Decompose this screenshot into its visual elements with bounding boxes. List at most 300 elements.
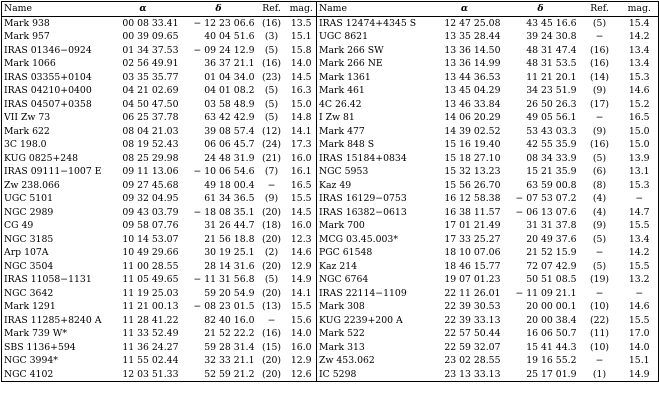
left-dec-cell: 61 34 36.5 <box>204 193 255 204</box>
right-ra-cell: 15 16 19.40 <box>444 139 501 150</box>
left-mag-cell: 15.6 <box>290 314 312 326</box>
right-ra-cell: 14 06 20.29 <box>444 112 501 123</box>
left-ref-cell: (21) <box>261 152 282 164</box>
right-name-cell: Mark 522 <box>317 327 427 341</box>
left-dec-cell: 31 26 44.7 <box>204 220 255 231</box>
left-dec-cell: 03 58 48.9 <box>204 98 255 110</box>
right-ra-cell: 13 45 04.29 <box>444 85 501 96</box>
left-ra-cell: 04 50 47.50 <box>122 98 179 110</box>
left-ra-cell: 09 27 45.68 <box>122 179 179 191</box>
left-name-cell: Mark 1291 <box>2 300 106 314</box>
left-ra-cell: 10 14 53.07 <box>122 233 179 245</box>
left-name-cell: IRAS 03355+0104 <box>2 71 106 85</box>
right-mag-cell: 13.2 <box>621 273 659 287</box>
right-mag-cell: 15.0 <box>621 125 659 139</box>
left-name-cell: NGC 3642 <box>2 287 106 301</box>
table-row <box>2 84 659 98</box>
table-row <box>2 246 659 260</box>
left-ra-cell: 04 21 02.69 <box>122 85 179 96</box>
table-row <box>2 233 659 247</box>
table-body <box>2 16 659 382</box>
right-mag-cell: 16.5 <box>621 111 659 125</box>
right-dec-cell: 16 06 50.7 <box>526 328 577 339</box>
right-ra-cell: 22 57 50.44 <box>444 328 501 339</box>
left-name-cell: IRAS 11285+8240 A <box>2 314 106 328</box>
right-ra-cell: 13 35 28.44 <box>444 31 501 42</box>
right-ra-cell: 15 18 27.10 <box>444 152 501 164</box>
right-mag-cell: 13.4 <box>621 233 659 247</box>
right-ref-cell: (5) <box>592 260 607 272</box>
right-dec-cell: 42 55 35.9 <box>526 139 577 150</box>
right-ra-cell: 22 39 33.13 <box>444 314 501 326</box>
table-row <box>2 165 659 179</box>
left-mag-cell: 15.5 <box>290 301 312 312</box>
header-mag-right: mag. <box>621 2 659 17</box>
left-dec-cell: 52 59 21.2 <box>181 368 257 382</box>
right-name-cell: UGC 8621 <box>317 30 427 44</box>
right-ra-cell: 23 13 33.13 <box>427 368 503 382</box>
right-name-cell: Mark 700 <box>317 219 427 233</box>
left-name-cell: Mark 957 <box>2 30 106 44</box>
right-ref-cell: − <box>595 247 604 258</box>
right-dec-cell: 21 52 15.9 <box>526 247 577 258</box>
left-ref-cell: (24) <box>261 139 282 150</box>
right-dec-cell: 19 16 55.2 <box>526 355 577 366</box>
table-row <box>2 287 659 301</box>
right-ref-cell: (4) <box>592 206 607 218</box>
right-ra-cell: 14 39 02.52 <box>444 125 501 137</box>
right-dec-cell: 63 59 00.8 <box>526 179 577 191</box>
right-name-cell: Mark 266 SW <box>317 44 427 58</box>
right-ref-cell: (5) <box>592 17 607 29</box>
left-mag-cell: 12.9 <box>290 355 312 366</box>
right-ra-cell: 16 12 58.38 <box>444 193 501 204</box>
left-ra-cell: 11 05 49.65 <box>122 274 179 285</box>
table-row <box>2 57 659 71</box>
right-ref-cell: (16) <box>589 44 610 56</box>
left-dec-cell: 36 37 21.1 <box>204 58 255 69</box>
left-ref-cell: (5) <box>264 112 279 123</box>
table-row <box>2 111 659 125</box>
left-ra-cell: 11 21 00.13 <box>122 301 179 312</box>
right-ref-cell: (16) <box>589 58 610 69</box>
right-mag-cell: 13.4 <box>621 44 659 58</box>
right-name-cell: IRAS 22114−1109 <box>317 287 427 301</box>
left-dec-cell: 21 52 22.2 <box>204 328 255 339</box>
right-name-cell: PGC 61548 <box>317 246 427 260</box>
header-ra-left: α <box>106 2 181 17</box>
left-ra-cell: 11 19 25.03 <box>122 287 179 299</box>
right-name-cell: IRAS 16129−0753 <box>317 192 427 206</box>
left-name-cell: Mark 1066 <box>2 57 106 71</box>
left-mag-cell: 14.1 <box>290 287 312 299</box>
header-mag-left: mag. <box>287 2 317 17</box>
table-row <box>2 152 659 166</box>
right-ra-cell: 23 02 28.55 <box>444 355 501 366</box>
left-ra-cell: 08 04 21.03 <box>122 125 179 137</box>
left-dec-cell: 59 20 54.9 <box>204 287 255 299</box>
right-mag-cell: 15.5 <box>621 219 659 233</box>
left-ra-cell: 02 56 49.91 <box>122 58 179 69</box>
right-mag-cell: 15.5 <box>621 314 659 328</box>
right-dec-cell: 72 07 42.9 <box>526 260 577 272</box>
header-ref-right: Ref. <box>579 2 621 17</box>
right-ra-cell: 16 38 11.57 <box>444 206 501 218</box>
right-mag-cell: 17.0 <box>621 327 659 341</box>
left-ra-cell: 09 58 07.76 <box>122 220 179 231</box>
left-name-cell: Zw 238.066 <box>2 179 106 193</box>
left-ref-cell: − <box>267 179 276 191</box>
left-name-cell: NGC 4102 <box>2 368 106 382</box>
right-ref-cell: (8) <box>592 179 607 191</box>
right-ref-cell: − <box>595 31 604 42</box>
left-name-cell: UGC 5101 <box>2 192 106 206</box>
right-name-cell: Mark 477 <box>317 125 427 139</box>
right-dec-cell: 20 00 38.4 <box>526 314 577 326</box>
right-dec-cell: 20 49 37.6 <box>526 233 577 245</box>
table-row <box>2 16 659 30</box>
right-mag-cell: 15.0 <box>621 138 659 152</box>
right-dec-cell: 34 23 51.9 <box>526 85 577 96</box>
right-dec-cell: − 07 53 07.2 <box>515 193 577 204</box>
right-name-cell: I Zw 81 <box>317 111 427 125</box>
table-row <box>2 138 659 152</box>
right-ra-cell: 13 46 33.84 <box>444 98 501 110</box>
right-name-cell: MCG 03.45.003* <box>317 233 427 247</box>
left-mag-cell: 16.0 <box>290 220 312 231</box>
left-ra-cell: 08 19 52.43 <box>122 139 179 150</box>
right-dec-cell: 50 51 08.5 <box>526 274 577 285</box>
header-ref-left: Ref. <box>257 2 287 17</box>
left-dec-cell: 04 01 08.2 <box>204 85 255 96</box>
left-dec-cell: 24 48 31.9 <box>204 152 255 164</box>
right-mag-cell: 13.1 <box>621 165 659 179</box>
right-ref-cell: (14) <box>589 71 610 83</box>
left-dec-cell: 01 04 34.0 <box>204 71 255 83</box>
right-dec-cell: 08 34 33.9 <box>526 152 577 164</box>
left-name-cell: NGC 2989 <box>2 206 106 220</box>
left-ref-cell: (7) <box>264 166 279 177</box>
left-name-cell: IRAS 11058−1131 <box>2 273 106 287</box>
left-dec-cell: 39 08 57.4 <box>204 125 255 137</box>
right-dec-cell: 20 00 00.1 <box>526 301 577 312</box>
left-dec-cell: 59 28 31.4 <box>204 341 255 353</box>
table-row <box>2 98 659 112</box>
table-row <box>2 125 659 139</box>
left-ra-cell: 09 32 04.95 <box>122 193 179 204</box>
right-name-cell: IRAS 16382−0613 <box>317 206 427 220</box>
left-dec-cell: − 08 23 01.5 <box>193 301 255 312</box>
left-ra-cell: 11 55 02.44 <box>122 355 179 366</box>
left-name-cell: IRAS 09111−1007 E <box>2 165 106 179</box>
right-dec-cell: 11 21 20.1 <box>526 71 577 83</box>
right-name-cell: Mark 848 S <box>317 138 427 152</box>
right-ref-cell: (9) <box>592 85 607 96</box>
left-dec-cell: 40 04 51.6 <box>204 31 255 42</box>
left-ra-cell: 09 11 13.06 <box>122 166 179 177</box>
left-name-cell: KUG 0825+248 <box>2 152 106 166</box>
right-mag-cell: 14.2 <box>621 30 659 44</box>
left-dec-cell: 06 06 45.7 <box>204 139 255 150</box>
right-ra-cell: 18 10 07.06 <box>444 247 501 258</box>
right-ref-cell: (1) <box>579 368 621 382</box>
left-ref-cell: (9) <box>264 193 279 204</box>
right-mag-cell: 13.9 <box>621 152 659 166</box>
left-mag-cell: 16.5 <box>290 179 312 191</box>
right-ra-cell: 13 44 36.53 <box>444 71 501 83</box>
left-mag-cell: 14.1 <box>290 125 312 137</box>
right-ra-cell: 18 46 15.77 <box>444 260 501 272</box>
left-mag-cell: 16.1 <box>290 166 312 177</box>
right-name-cell: NGC 5953 <box>317 165 427 179</box>
left-ref-cell: (15) <box>261 341 282 353</box>
right-dec-cell: 39 24 30.8 <box>526 31 577 42</box>
right-mag-cell: 15.4 <box>621 16 659 30</box>
right-mag-cell: 15.3 <box>621 179 659 193</box>
left-ra-cell: 08 25 29.98 <box>122 152 179 164</box>
right-dec-cell: 48 31 53.5 <box>526 58 577 69</box>
left-mag-cell: 12.3 <box>290 233 312 245</box>
left-ref-cell: (20) <box>261 206 282 218</box>
right-name-cell: Mark 266 NE <box>317 57 427 71</box>
table-row <box>2 314 659 328</box>
table-row <box>2 179 659 193</box>
right-ra-cell: 15 32 13.23 <box>444 166 501 177</box>
left-ra-cell: 11 33 52.49 <box>122 328 179 339</box>
left-mag-cell: 14.8 <box>290 112 312 123</box>
left-ra-cell: 03 35 35.77 <box>122 71 179 83</box>
right-name-cell: Kaz 49 <box>317 179 427 193</box>
right-dec-cell: 15 21 35.9 <box>526 166 577 177</box>
right-ra-cell: 13 36 14.50 <box>444 44 501 56</box>
right-ref-cell: (9) <box>592 220 607 231</box>
left-name-cell: 3C 198.0 <box>2 138 106 152</box>
left-mag-cell: 14.0 <box>290 328 312 339</box>
left-ra-cell: 00 08 33.41 <box>122 17 179 29</box>
right-name-cell: Mark 461 <box>317 84 427 98</box>
header-ra-right: α <box>427 2 503 17</box>
left-ref-cell: (16) <box>261 17 282 29</box>
right-mag-cell: 15.5 <box>621 260 659 274</box>
table-row <box>2 192 659 206</box>
left-ref-cell: (20) <box>261 260 282 272</box>
left-ref-cell: (16) <box>261 328 282 339</box>
left-dec-cell: 21 56 18.8 <box>204 233 255 245</box>
right-dec-cell: 43 45 16.6 <box>526 17 577 29</box>
left-ref-cell: (5) <box>264 274 279 285</box>
left-name-cell: Mark 938 <box>2 16 106 30</box>
right-dec-cell: 49 05 56.1 <box>526 112 577 123</box>
left-mag-cell: 14.0 <box>290 58 312 69</box>
table-row <box>2 219 659 233</box>
right-ra-cell: 12 47 25.08 <box>444 17 501 29</box>
right-mag-cell: 15.1 <box>621 354 659 368</box>
left-ref-cell: (5) <box>264 44 279 56</box>
catalog-table-page <box>1 1 658 382</box>
right-mag-cell: 14.9 <box>621 368 659 382</box>
galaxy-coordinates-table <box>1 1 659 382</box>
right-mag-cell: 14.2 <box>621 246 659 260</box>
left-mag-cell: 15.1 <box>290 31 312 42</box>
left-name-cell: NGC 3504 <box>2 260 106 274</box>
right-dec-cell: 15 41 44.3 <box>526 341 577 353</box>
left-mag-cell: 14.9 <box>290 274 312 285</box>
left-ra-cell: 06 25 37.78 <box>122 112 179 123</box>
table-row <box>2 44 659 58</box>
table-row <box>2 300 659 314</box>
right-ref-cell: (16) <box>589 139 610 150</box>
left-name-cell: IRAS 01346−0924 <box>2 44 106 58</box>
right-ra-cell: 22 59 32.07 <box>444 341 501 353</box>
right-ref-cell: (10) <box>589 301 610 312</box>
left-mag-cell: 16.0 <box>290 341 312 353</box>
right-mag-cell: 14.0 <box>621 341 659 355</box>
right-ref-cell: (4) <box>592 193 607 204</box>
right-ref-cell: (19) <box>589 274 610 285</box>
left-mag-cell: 16.0 <box>290 152 312 164</box>
table-row <box>2 327 659 341</box>
left-dec-cell: 28 14 31.6 <box>204 260 255 272</box>
table-row <box>2 368 659 382</box>
right-dec-cell: − 11 09 21.1 <box>515 287 577 299</box>
right-name-cell: KUG 2239+200 A <box>317 314 427 328</box>
right-ref-cell: (5) <box>592 233 607 245</box>
right-name-cell: 4C 26.42 <box>317 98 427 112</box>
left-dec-cell: 49 18 00.4 <box>204 179 255 191</box>
left-ref-cell: (16) <box>261 58 282 69</box>
left-dec-cell: − 11 31 56.8 <box>193 274 255 285</box>
right-ref-cell: (11) <box>589 328 610 339</box>
left-name-cell: NGC 3185 <box>2 233 106 247</box>
left-mag-cell: 16.3 <box>290 85 312 96</box>
right-dec-cell: − 06 13 07.6 <box>515 206 577 218</box>
left-ref-cell: (13) <box>261 301 282 312</box>
left-mag-cell: 13.5 <box>290 17 312 29</box>
left-dec-cell: 32 33 21.1 <box>204 355 255 366</box>
left-ref-cell: (3) <box>264 31 279 42</box>
table-row <box>2 260 659 274</box>
left-mag-cell: 14.6 <box>290 247 312 258</box>
right-ra-cell: 17 33 25.27 <box>444 233 501 245</box>
right-name-cell: Mark 308 <box>317 300 427 314</box>
left-ref-cell: (18) <box>261 220 282 231</box>
right-name-cell: Mark 313 <box>317 341 427 355</box>
right-dec-cell: 31 31 37.8 <box>526 220 577 231</box>
right-dec-cell: 48 31 47.4 <box>526 44 577 56</box>
left-ra-cell: 11 28 41.22 <box>122 314 179 326</box>
left-name-cell: SBS 1136+594 <box>2 341 106 355</box>
right-ref-cell: (17) <box>589 98 610 110</box>
table-row <box>2 30 659 44</box>
right-name-cell: Mark 1361 <box>317 71 427 85</box>
left-ref-cell: − <box>267 314 276 326</box>
left-mag-cell: 14.5 <box>290 71 312 83</box>
left-ra-cell: 12 03 51.33 <box>106 368 181 382</box>
right-ra-cell: 22 11 26.01 <box>444 287 501 299</box>
left-ref-cell: (23) <box>261 71 282 83</box>
right-name-cell: IRAS 12474+4345 S <box>317 16 427 30</box>
left-mag-cell: 12.6 <box>287 368 317 382</box>
right-name-cell: IC 5298 <box>317 368 427 382</box>
left-dec-cell: − 10 06 54.6 <box>193 166 255 177</box>
left-mag-cell: 12.9 <box>290 260 312 272</box>
left-ra-cell: 01 34 37.53 <box>122 44 179 56</box>
left-ra-cell: 11 00 28.55 <box>122 260 179 272</box>
right-ref-cell: (6) <box>592 166 607 177</box>
right-ref-cell: − <box>595 112 604 123</box>
header-name-right: Name <box>317 2 427 17</box>
right-dec-cell: 25 17 01.9 <box>503 368 579 382</box>
left-ref-cell: (12) <box>261 125 282 137</box>
left-name-cell: Mark 622 <box>2 125 106 139</box>
right-name-cell: NGC 6764 <box>317 273 427 287</box>
left-name-cell: VII Zw 73 <box>2 111 106 125</box>
left-mag-cell: 15.0 <box>290 98 312 110</box>
right-mag-cell: 15.2 <box>621 98 659 112</box>
left-dec-cell: 82 40 16.0 <box>204 314 255 326</box>
left-ref-cell: (5) <box>264 98 279 110</box>
right-mag-cell: 13.4 <box>621 57 659 71</box>
header-name-left: Name <box>2 2 106 17</box>
left-name-cell: Mark 739 W* <box>2 327 106 341</box>
left-ra-cell: 11 36 24.27 <box>122 341 179 353</box>
left-dec-cell: 30 19 25.1 <box>204 247 255 258</box>
left-ref-cell: (5) <box>264 85 279 96</box>
left-ra-cell: 00 39 09.65 <box>122 31 179 42</box>
left-name-cell: Arp 107A <box>2 246 106 260</box>
left-name-cell: IRAS 04507+0358 <box>2 98 106 112</box>
table-row <box>2 71 659 85</box>
right-ref-cell: (9) <box>592 125 607 137</box>
left-ref-cell: (2) <box>264 247 279 258</box>
right-name-cell: Kaz 214 <box>317 260 427 274</box>
right-name-cell: Zw 453.062 <box>317 354 427 368</box>
right-ra-cell: 19 07 01.23 <box>444 274 501 285</box>
left-name-cell: IRAS 04210+0400 <box>2 84 106 98</box>
right-ra-cell: 15 56 26.70 <box>444 179 501 191</box>
right-mag-cell: 14.7 <box>621 206 659 220</box>
header-dec-right: δ <box>503 2 579 17</box>
right-ref-cell: (10) <box>589 341 610 353</box>
right-mag-cell: 14.6 <box>621 84 659 98</box>
left-dec-cell: − 09 24 12.9 <box>193 44 255 56</box>
right-mag-cell: 14.6 <box>621 300 659 314</box>
right-ra-cell: 13 36 14.99 <box>444 58 501 69</box>
table-row <box>2 354 659 368</box>
right-ra-cell: 17 01 21.49 <box>444 220 501 231</box>
right-ref-cell: − <box>595 355 604 366</box>
left-name-cell: NGC 3994* <box>2 354 106 368</box>
left-ref-cell: (20) <box>261 355 282 366</box>
table-row <box>2 206 659 220</box>
left-dec-cell: − 18 08 35.1 <box>193 206 255 218</box>
right-dec-cell: 53 43 03.3 <box>526 125 577 137</box>
left-dec-cell: − 12 23 06.6 <box>193 17 255 29</box>
table-row <box>2 341 659 355</box>
left-ra-cell: 09 43 03.79 <box>122 206 179 218</box>
left-mag-cell: 14.5 <box>290 206 312 218</box>
left-mag-cell: 15.8 <box>290 44 312 56</box>
right-ref-cell: (5) <box>592 152 607 164</box>
right-mag-cell: − <box>621 287 659 301</box>
right-mag-cell: − <box>621 192 659 206</box>
right-dec-cell: 26 50 26.3 <box>526 98 577 110</box>
right-ref-cell: − <box>595 287 604 299</box>
right-ref-cell: (22) <box>589 314 610 326</box>
header-dec-left: δ <box>181 2 257 17</box>
left-ra-cell: 10 49 29.66 <box>122 247 179 258</box>
right-name-cell: IRAS 15184+0834 <box>317 152 427 166</box>
